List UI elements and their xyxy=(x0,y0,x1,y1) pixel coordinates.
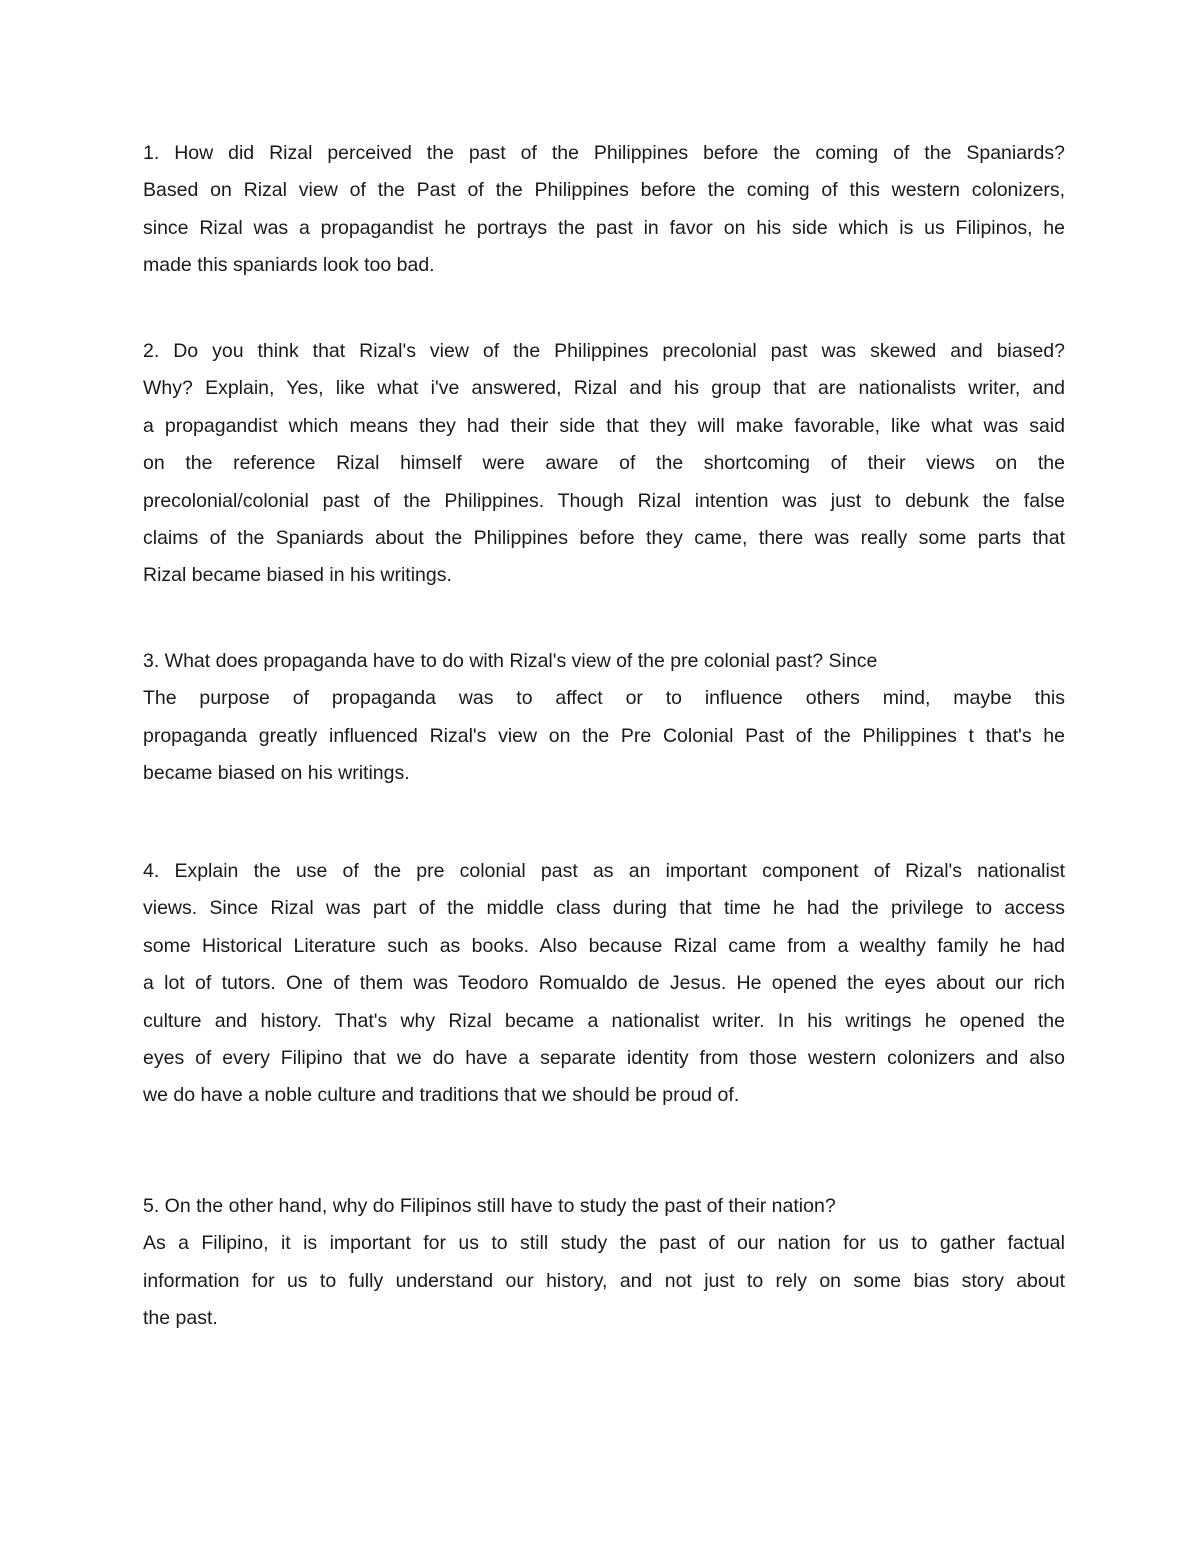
text-line: 4. Explain the use of the pre colonial past as an important component of Rizal's nationalist xyxy=(143,860,1065,882)
text-line: propaganda greatly influenced Rizal's view on the Pre Colonial Past of the Philippines t that's he xyxy=(143,724,1065,747)
text-line: eyes of every Filipino that we do have a separate identity from those western colonizers and also xyxy=(143,1046,1065,1069)
text-line: we do have a noble culture and traditions that we should be proud of. xyxy=(143,1084,740,1107)
text-line: The purpose of propaganda was to affect or to influence others mind, maybe this xyxy=(143,687,1065,710)
text-line: made this spaniards look too bad. xyxy=(143,254,435,277)
text-line: Based on Rizal view of the Past of the Philippines before the coming of this western colonizers, xyxy=(143,179,1065,202)
text-line: on the reference Rizal himself were aware of the shortcoming of their views on the xyxy=(143,452,1065,475)
text-line: culture and history. That's why Rizal became a nationalist writer. In his writings he opened the xyxy=(143,1009,1065,1032)
answer-2 xyxy=(143,333,1065,595)
text-line: a propagandist which means they had their side that they will make favorable, like what was said xyxy=(143,414,1065,437)
text-line: the past. xyxy=(143,1307,218,1330)
answer-5 xyxy=(143,1188,1065,1338)
text-line: 3. What does propaganda have to do with Rizal's view of the pre colonial past? Since xyxy=(143,650,878,672)
text-line: Why? Explain, Yes, like what i've answered, Rizal and his group that are nationalists writer, and xyxy=(143,377,1065,400)
text-line: precolonial/colonial past of the Philippines. Though Rizal intention was just to debunk the false xyxy=(143,489,1065,512)
text-line: some Historical Literature such as books. Also because Rizal came from a wealthy family he had xyxy=(143,934,1065,957)
text-line: 2. Do you think that Rizal's view of the Philippines precolonial past was skewed and biased? xyxy=(143,340,1065,362)
text-line: since Rizal was a propagandist he portrays the past in favor on his side which is us Filipinos, he xyxy=(143,216,1065,239)
text-line: Rizal became biased in his writings. xyxy=(143,564,452,587)
text-line: a lot of tutors. One of them was Teodoro Romualdo de Jesus. He opened the eyes about our rich xyxy=(143,972,1065,995)
text-line: 1. How did Rizal perceived the past of the Philippines before the coming of the Spaniards? xyxy=(143,142,1065,164)
answer-4 xyxy=(143,853,1065,1115)
text-line: information for us to fully understand our history, and not just to rely on some bias story about xyxy=(143,1269,1065,1292)
answer-1 xyxy=(143,135,1065,285)
answer-3 xyxy=(143,643,1065,793)
text-line: claims of the Spaniards about the Philippines before they came, there was really some parts that xyxy=(143,526,1065,549)
text-line: 5. On the other hand, why do Filipinos still have to study the past of their nation? xyxy=(143,1195,836,1217)
text-line: became biased on his writings. xyxy=(143,762,410,785)
text-line: views. Since Rizal was part of the middle class during that time he had the privilege to access xyxy=(143,897,1065,920)
text-line: As a Filipino, it is important for us to still study the past of our nation for us to gather factual xyxy=(143,1232,1065,1255)
